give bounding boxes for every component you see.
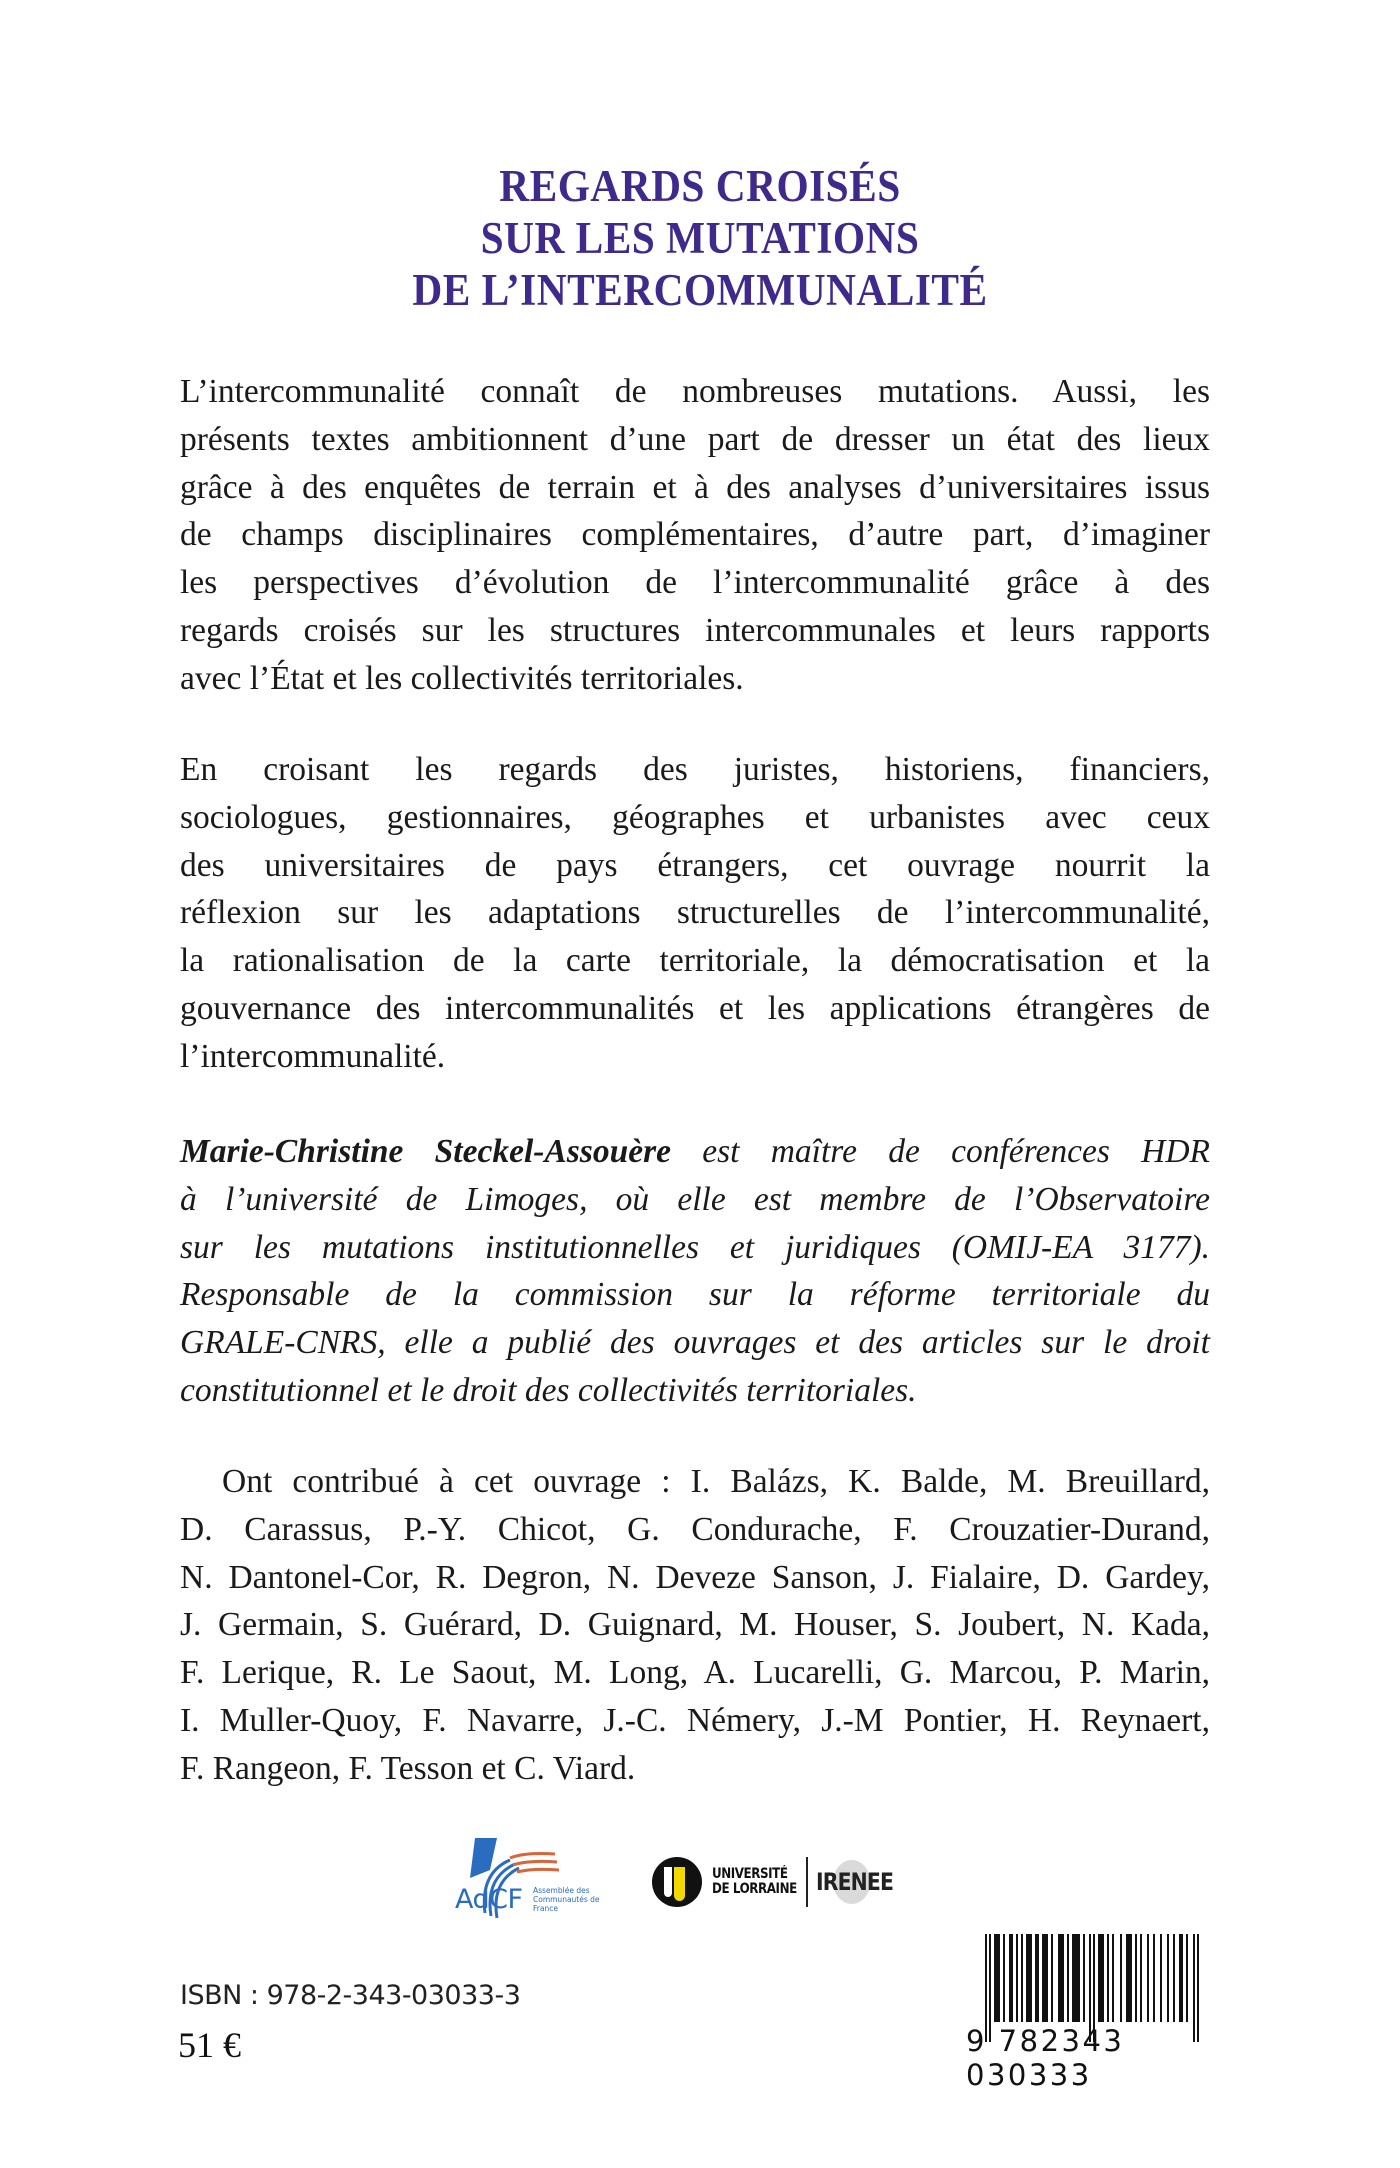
- title-line-2: SUR LES MUTATIONS: [480, 213, 920, 263]
- adcf-subtitle: Assemblée des Communautés de France: [533, 1886, 600, 1913]
- text-line: avec l’État et les collectivités territoriales.: [180, 659, 744, 697]
- text-line: à l’université de Limoges, où elle est membre de l’Observatoire: [180, 1180, 1210, 1218]
- text-line: sur les mutations institutionnelles et juridiques (OMIJ-EA 3177).: [180, 1228, 1210, 1266]
- bio-first-line: [180, 1128, 1210, 1176]
- text-line: des universitaires de pays étrangers, cet ouvrage nourrit la: [180, 846, 1210, 884]
- isbn: ISBN : 978-2-343-03033-3: [180, 1980, 521, 2011]
- text-line: gouvernance des intercommunalités et les applications étrangères de: [180, 989, 1210, 1027]
- text-line: F. Rangeon, F. Tesson et C. Viard.: [180, 1749, 636, 1787]
- ul-line-1: UNIVERSITÉ: [712, 1866, 788, 1882]
- text-line: l’intercommunalité.: [180, 1037, 446, 1075]
- adcf-acronym: AdCF: [455, 1884, 523, 1915]
- contributors-list: [180, 1458, 1210, 1793]
- adcf-logo: [455, 1818, 605, 1926]
- text-line: I. Muller-Quoy, F. Navarre, J.-C. Némery, J.-M Pontier, H. Reynaert,: [180, 1701, 1210, 1739]
- author-bio: [180, 1128, 1210, 1415]
- price: 51 €: [178, 2025, 241, 2065]
- text-line: J. Germain, S. Guérard, D. Guignard, M. Houser, S. Joubert, N. Kada,: [180, 1606, 1210, 1644]
- author-name: Marie-Christine Steckel-Assouère: [180, 1133, 671, 1170]
- text-line: Ont contribué à cet ouvrage : I. Balázs, K. Balde, M. Breuillard,: [222, 1463, 1210, 1500]
- irenee-logo: IRENEE: [815, 1868, 893, 1896]
- text-line: la rationalisation de la carte territoriale, la démocratisation et la: [180, 942, 1210, 980]
- text-line: regards croisés sur les structures intercommunales et leurs rapports: [180, 611, 1210, 649]
- text-line: Responsable de la commission sur la réforme territoriale du: [180, 1276, 1210, 1314]
- text-line: GRALE-CNRS, elle a publié des ouvrages et des articles sur le droit: [180, 1324, 1210, 1362]
- text-line: D. Carassus, P.-Y. Chicot, G. Condurache, F. Crouzatier-Durand,: [180, 1510, 1210, 1548]
- text-line: L’intercommunalité connaît de nombreuses mutations. Aussi, les: [180, 373, 1210, 410]
- title-line-3: DE L’INTERCOMMUNALITÉ: [412, 265, 988, 315]
- text-line: les perspectives d’évolution de l’intercommunalité grâce à des: [180, 564, 1210, 602]
- text-line: présents textes ambitionnent d’une part de dresser un état des lieux: [180, 420, 1210, 458]
- summary-paragraph-1: [180, 368, 1210, 703]
- text-line: grâce à des enquêtes de terrain et à des analyses d’universitaires issus: [180, 468, 1210, 506]
- ul-emblem-icon: [652, 1857, 702, 1907]
- ul-wordmark: [712, 1867, 797, 1897]
- barcode-digits: 9 782343 030333: [966, 2024, 1125, 2092]
- ul-line-2: DE LORRAINE: [712, 1881, 797, 1897]
- text-line: F. Lerique, R. Le Saout, M. Long, A. Lucarelli, G. Marcou, P. Marin,: [180, 1654, 1210, 1692]
- summary-paragraph-2: [180, 746, 1210, 1081]
- bio-first-line-rest: est maître de conférences HDR: [670, 1133, 1210, 1170]
- text-line: sociologues, gestionnaires, géographes et urbanistes avec ceux: [180, 798, 1210, 836]
- text-line: En croisant les regards des juristes, historiens, financiers,: [180, 751, 1210, 788]
- logo-divider: [806, 1857, 808, 1907]
- universite-lorraine-logo: [652, 1852, 906, 1912]
- title-line-1: REGARDS CROISÉS: [499, 161, 901, 211]
- text-line: constitutionnel et le droit des collectivités territoriales.: [180, 1371, 917, 1409]
- text-line: réflexion sur les adaptations structurelles de l’intercommunalité,: [180, 894, 1210, 932]
- text-line: N. Dantonel-Cor, R. Degron, N. Deveze Sanson, J. Fialaire, D. Gardey,: [180, 1558, 1210, 1596]
- book-title: [0, 160, 1400, 316]
- text-line: de champs disciplinaires complémentaires, d’autre part, d’imaginer: [180, 516, 1210, 554]
